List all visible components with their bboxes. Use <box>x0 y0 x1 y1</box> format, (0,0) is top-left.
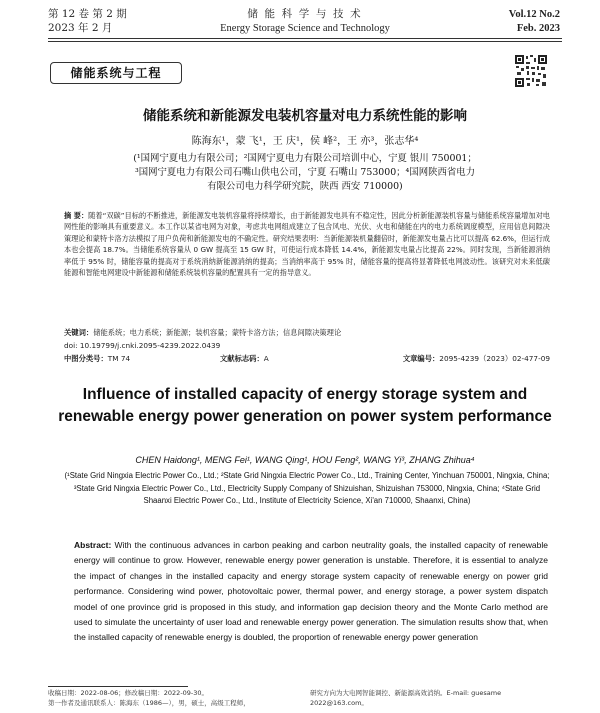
article-no-label: 文章编号： <box>402 354 440 363</box>
clc-number <box>64 353 130 364</box>
affiliation-cn-line-2: ³国网宁夏电力有限公司石嘴山供电公司，宁夏 石嘴山 753000；⁴国网陕西省电力 <box>135 167 475 178</box>
doc-code-label: 文献标志码： <box>220 354 264 363</box>
footnote-rule <box>48 686 188 687</box>
footnote-research: 研究方向为大电网智能调控、新能源高效消纳。E-mail: guesame <box>310 689 502 697</box>
journal-name-cn: 储 能 科 学 与 技 术 <box>247 9 363 20</box>
section-label: 储能系统与工程 <box>50 62 182 84</box>
abstract-cn <box>64 210 550 278</box>
qr-code-icon <box>514 54 548 88</box>
header-rule <box>48 38 562 39</box>
footnote-author-info: 第一作者及通讯联系人：陈海东（1986—），男，硕士，高级工程师， <box>48 699 250 707</box>
clc-value: TM 74 <box>107 354 131 363</box>
abstract-en-label: Abstract: <box>74 540 112 550</box>
abstract-en-text: With the continuous advances in carbon peaking and carbon neutrality goals, the installed capacity of renewable energy will continue to grow. However, renewable energy power generation is unstable. Therefore, it is essential to analyze the impact of changes in the installed capacity and energy storage system capacity of renewable energy on power grid performance. Considering wind power, photovoltaic power, thermal power, and energy storage, a power system dispatch model of one province grid is proposed in this study, and information gap decision theory and the Monte Carlo method are used to simulate the uncertainty of user load and renewable energy power generation. The simulation results show that, when the installed capacity of renewable energy is doubled, the proportion of renewable energy power generation <box>74 540 548 643</box>
keywords-cn-text: 储能系统；电力系统；新能源；装机容量；蒙特卡洛方法；信息间隙决策理论 <box>93 328 342 337</box>
affiliation-cn-line-3: 有限公司电力科学研究院，陕西 西安 710000) <box>207 181 403 192</box>
journal-name-en: Energy Storage Science and Technology <box>220 23 390 34</box>
document-code <box>220 353 269 364</box>
footnote-email: 2022@163.com。 <box>310 699 368 707</box>
clc-label: 中图分类号： <box>64 354 108 363</box>
keywords-cn-label: 关键词： <box>64 328 94 337</box>
article-title-cn: 储能系统和新能源发电装机容量对电力系统性能的影响 <box>143 108 467 124</box>
footnote-dates: 收稿日期：2022-08-06；修改稿日期：2022-09-30。 <box>48 689 209 697</box>
journal-date-en: Feb. 2023 <box>516 23 560 34</box>
journal-volume-cn: 第 12 卷 第 2 期 <box>48 8 127 20</box>
abstract-cn-label: 摘 要： <box>64 211 89 220</box>
authors-en: CHEN Haidong¹, MENG Fei¹, WANG Qing¹, HOU Feng², WANG Yi³, ZHANG Zhihua⁴ <box>135 455 475 465</box>
affiliations-en: (¹State Grid Ningxia Electric Power Co., Ltd.; ²State Grid Ningxia Electric Power Co., Ltd., Training Center, Yinchuan 750001, Ningxia, China; ³State Grid Ningxia Electric Power Co., Ltd., Electricity Supply Company of Shizuishan, Shizuishan 753000, Ningxia, China; ⁴State Grid Shaanxi Electric Power Co., Ltd., Institute of Electricity Science, Xi'an 710000, Shaanxi, China) <box>64 471 550 505</box>
journal-volume-en: Vol.12 No.2 <box>508 9 560 20</box>
keywords-cn <box>64 327 550 338</box>
doc-code-value: A <box>263 354 269 363</box>
authors-cn: 陈海东¹，蒙 飞¹，王 庆¹，侯 峰²，王 亦³，张志华⁴ <box>191 136 419 147</box>
journal-date-cn: 2023 年 2 月 <box>48 22 113 34</box>
header-rule-2 <box>48 41 562 42</box>
article-number <box>358 353 550 364</box>
doi: doi: 10.19799/j.cnki.2095-4239.2022.0439 <box>64 341 221 350</box>
abstract-en <box>74 538 548 646</box>
article-title-en: Influence of installed capacity of energy storage system and renewable energy power generation on power system performance <box>58 386 552 425</box>
article-no-value: 2095-4239（2023）02-477-09 <box>439 354 550 363</box>
affiliation-cn-line-1: (¹国网宁夏电力有限公司；²国网宁夏电力有限公司培训中心，宁夏 银川 750001； <box>133 153 477 164</box>
abstract-cn-text: 随着“双碳”目标的不断推进，新能源发电装机容量将持续增长，由于新能源发电具有不稳定性，因此分析新能源装机容量与储能系统容量增加对电网性能的影响具有重要意义。本工作以某省电网为对象，考虑共电网组成建立了包含风电、光伏、火电和储能在内的电力系统调度模型，应用信息间隙决策理论和蒙特卡洛方法模拟了用户负荷和新能源发电的不确定性。研究结果表明：当新能源装机量翻倍时，新能源发电量占比可以提高 62.6%，但运行成本也会提高 18.7%。当储能系统容量从 0 GW 提高至 15 GW 时，可使运行成本降低 14.4%，新能源发电量占比提高 22%。同时发现，当新能源消纳率低于 95% 时，储能容量的提高对于系统消纳新能源消纳的提高；当消纳率高于 95% 时，储能容量的提高将显著降低电网波动性。该研究对未来低碳能源和智能电网建设中新能源和储能系统装机容量的配置具有一定的指导意义。 <box>64 211 550 278</box>
